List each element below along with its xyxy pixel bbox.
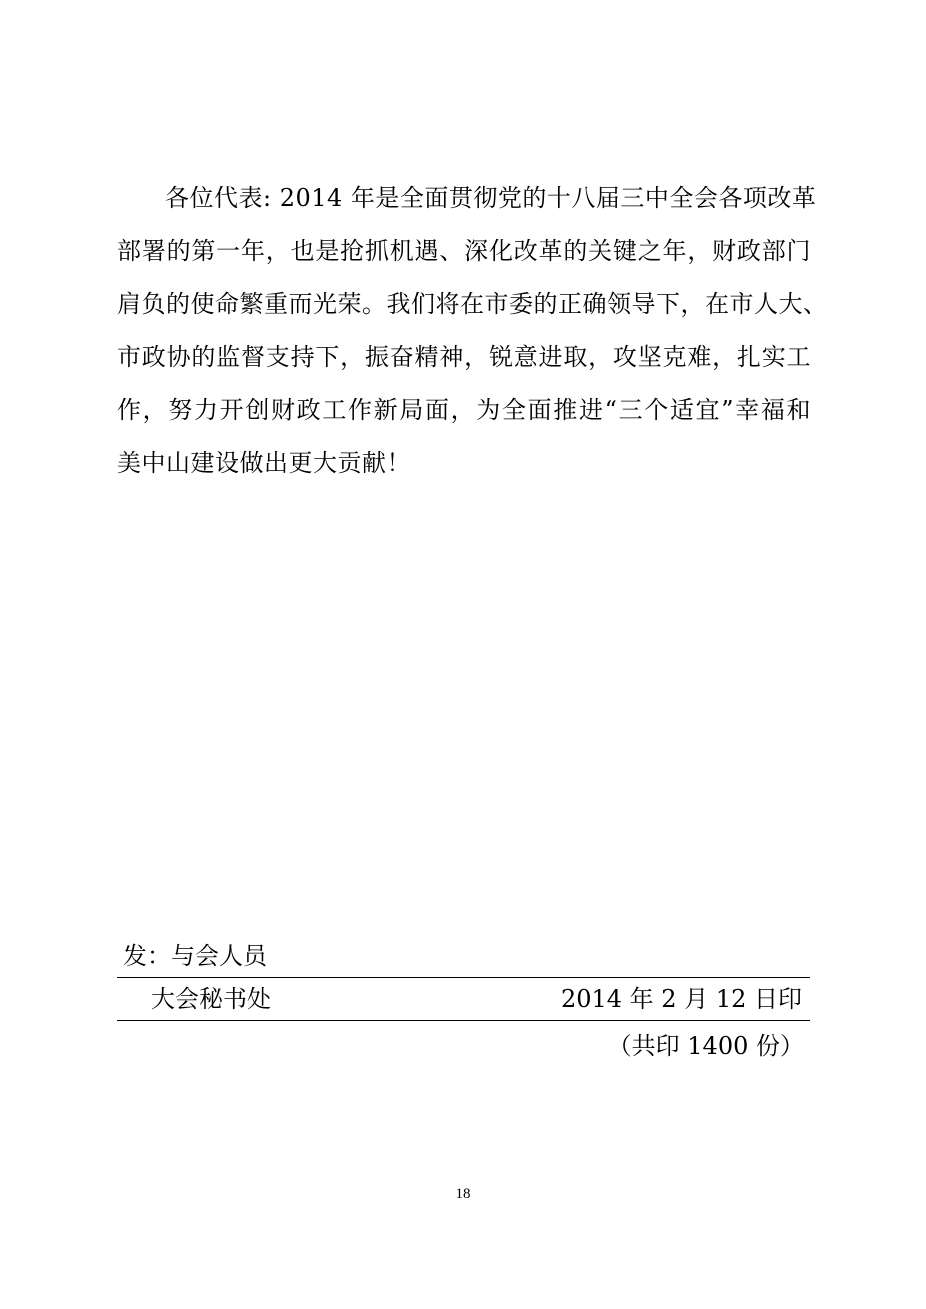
page-number: 18 <box>455 1186 471 1202</box>
recipients-label: 发：与会人员 <box>123 942 267 970</box>
paragraph-line: 美中山建设做出更大贡献！ <box>117 449 411 477</box>
issuer-row <box>117 978 810 1021</box>
issuer-label: 大会秘书处 <box>151 985 271 1013</box>
closing-paragraph <box>117 172 828 490</box>
paragraph-line: 市政协的监督支持下，振奋精神，锐意进取，攻坚克难，扎实工 <box>117 343 811 371</box>
paragraph-line: 作，努力开创财政工作新局面，为全面推进“三个适宜”幸福和 <box>117 396 811 424</box>
distribution-block <box>117 935 810 1021</box>
paragraph-line: 肩负的使命繁重而光荣。我们将在市委的正确领导下，在市人大、 <box>117 290 828 318</box>
paragraph-line: 部署的第一年，也是抢抓机遇、深化改革的关键之年，财政部门 <box>117 237 811 265</box>
print-date: 2014 年 2 月 12 日印 <box>560 985 802 1013</box>
recipients-row <box>117 935 810 978</box>
paragraph-line: 各位代表: 2014 年是全面贯彻党的十八届三中全会各项改革 <box>165 184 817 212</box>
copies-count: （共印 1400 份） <box>607 1032 804 1060</box>
